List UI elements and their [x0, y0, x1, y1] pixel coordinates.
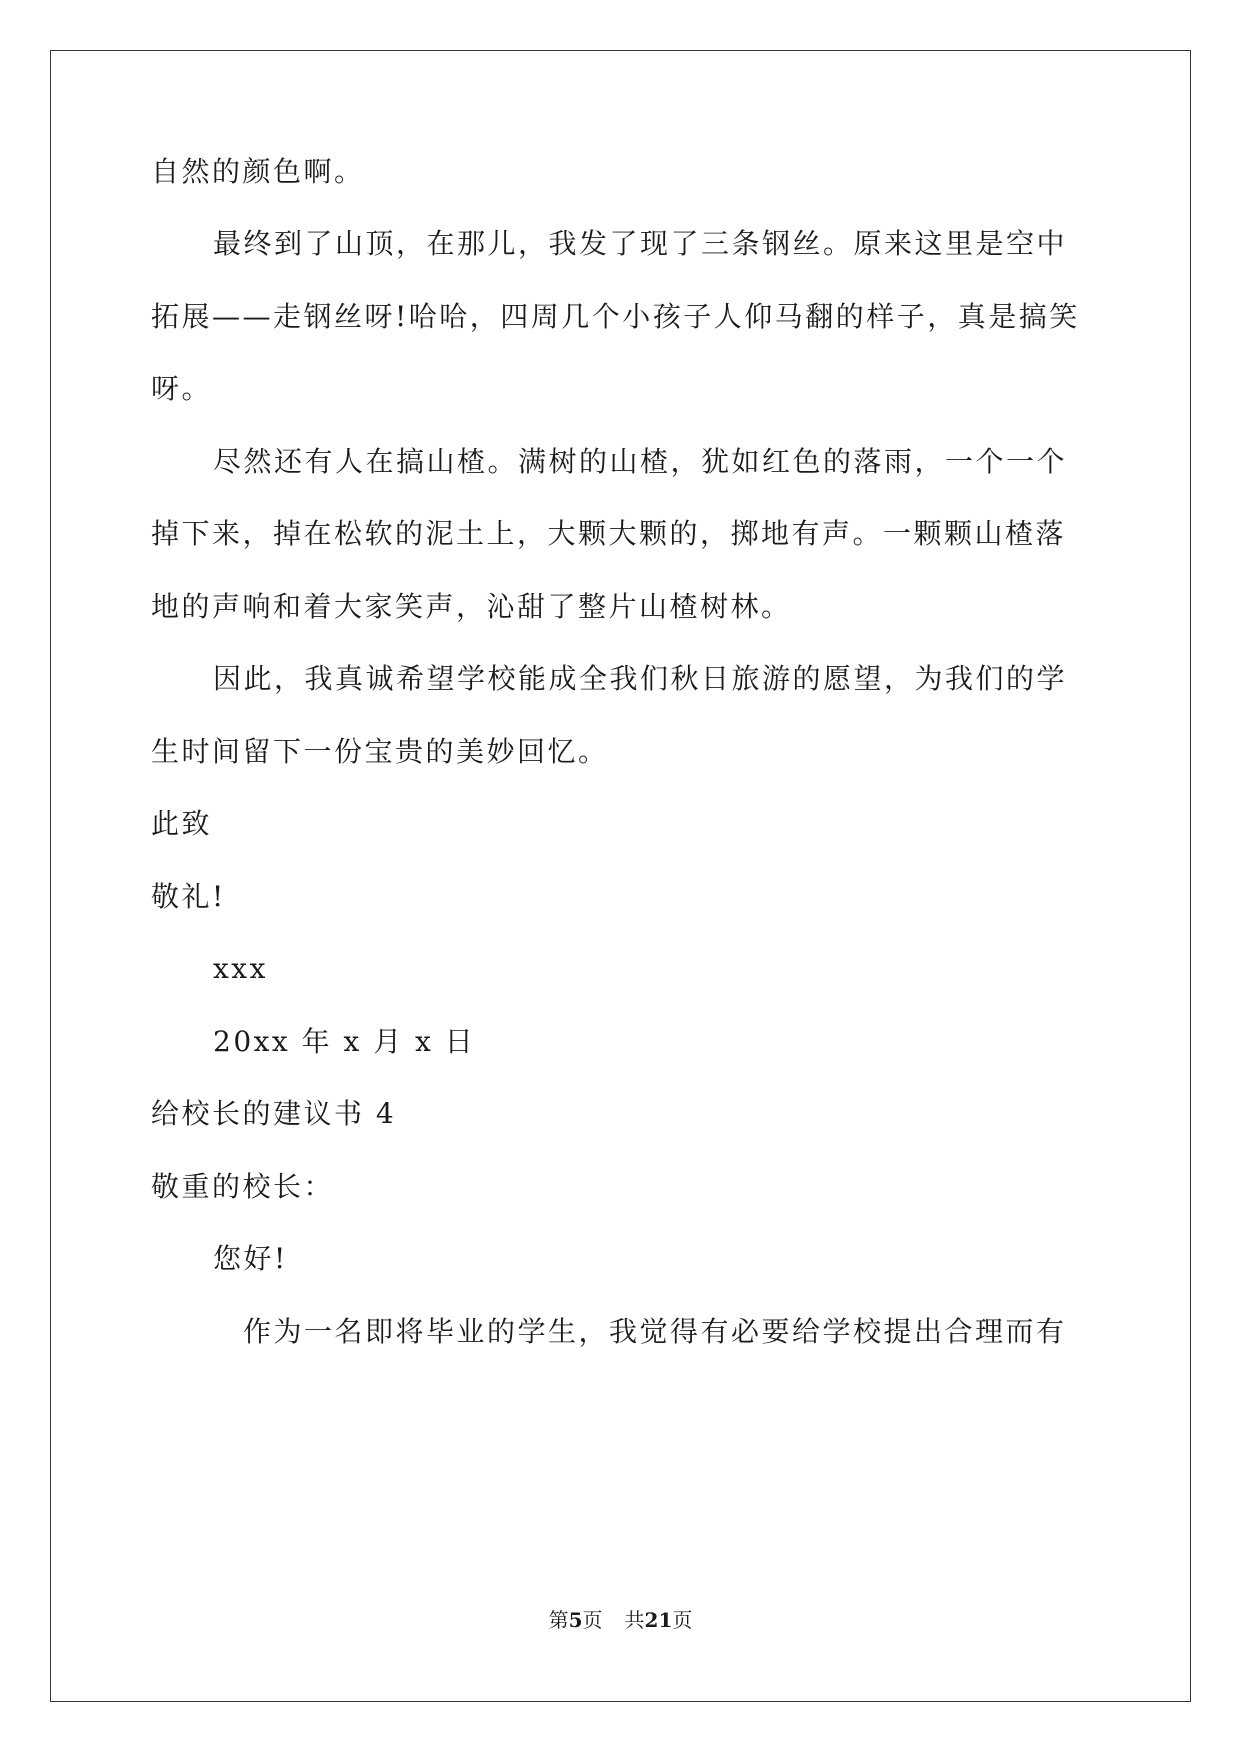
text-line-3: 拓展——走钢丝呀!哈哈，四周几个小孩子人仰马翻的样子，真是搞笑 [151, 300, 1080, 333]
total-pages: 21 [644, 1608, 673, 1632]
text-line-7: 地的声响和着大家笑声，沁甜了整片山楂树林。 [151, 590, 792, 623]
section-title: 给校长的建议书 4 [151, 1097, 397, 1130]
total-suffix: 页 [672, 1608, 693, 1632]
closing-respect: 敬礼! [151, 880, 226, 913]
text-line-9: 生时间留下一份宝贵的美妙回忆。 [151, 735, 609, 768]
total-prefix: 共 [624, 1608, 645, 1632]
page-footer [0, 1608, 1241, 1632]
text-line-body-start: 作为一名即将毕业的学生，我觉得有必要给学校提出合理而有 [243, 1315, 1067, 1348]
page-prefix: 第 [548, 1608, 569, 1632]
text-line-2: 最终到了山顶，在那儿，我发了现了三条钢丝。原来这里是空中 [213, 227, 1068, 260]
page-number: 5 [568, 1608, 583, 1632]
text-line-4: 呀。 [151, 372, 213, 405]
page-suffix: 页 [582, 1608, 603, 1632]
signature-date: 20xx 年 x 月 x 日 [213, 1025, 476, 1058]
closing-salutation: 此致 [151, 807, 213, 840]
letter-greeting: 敬重的校长： [151, 1170, 335, 1203]
text-line-1: 自然的颜色啊。 [151, 155, 365, 188]
letter-hello: 您好! [213, 1242, 288, 1275]
text-line-6: 掉下来，掉在松软的泥土上，大颗大颗的，掷地有声。一颗颗山楂落 [151, 517, 1067, 550]
text-line-8: 因此，我真诚希望学校能成全我们秋日旅游的愿望，为我们的学 [213, 662, 1068, 695]
text-line-5: 尽然还有人在搞山楂。满树的山楂，犹如红色的落雨，一个一个 [213, 445, 1068, 478]
signature-name: xxx [213, 952, 268, 985]
